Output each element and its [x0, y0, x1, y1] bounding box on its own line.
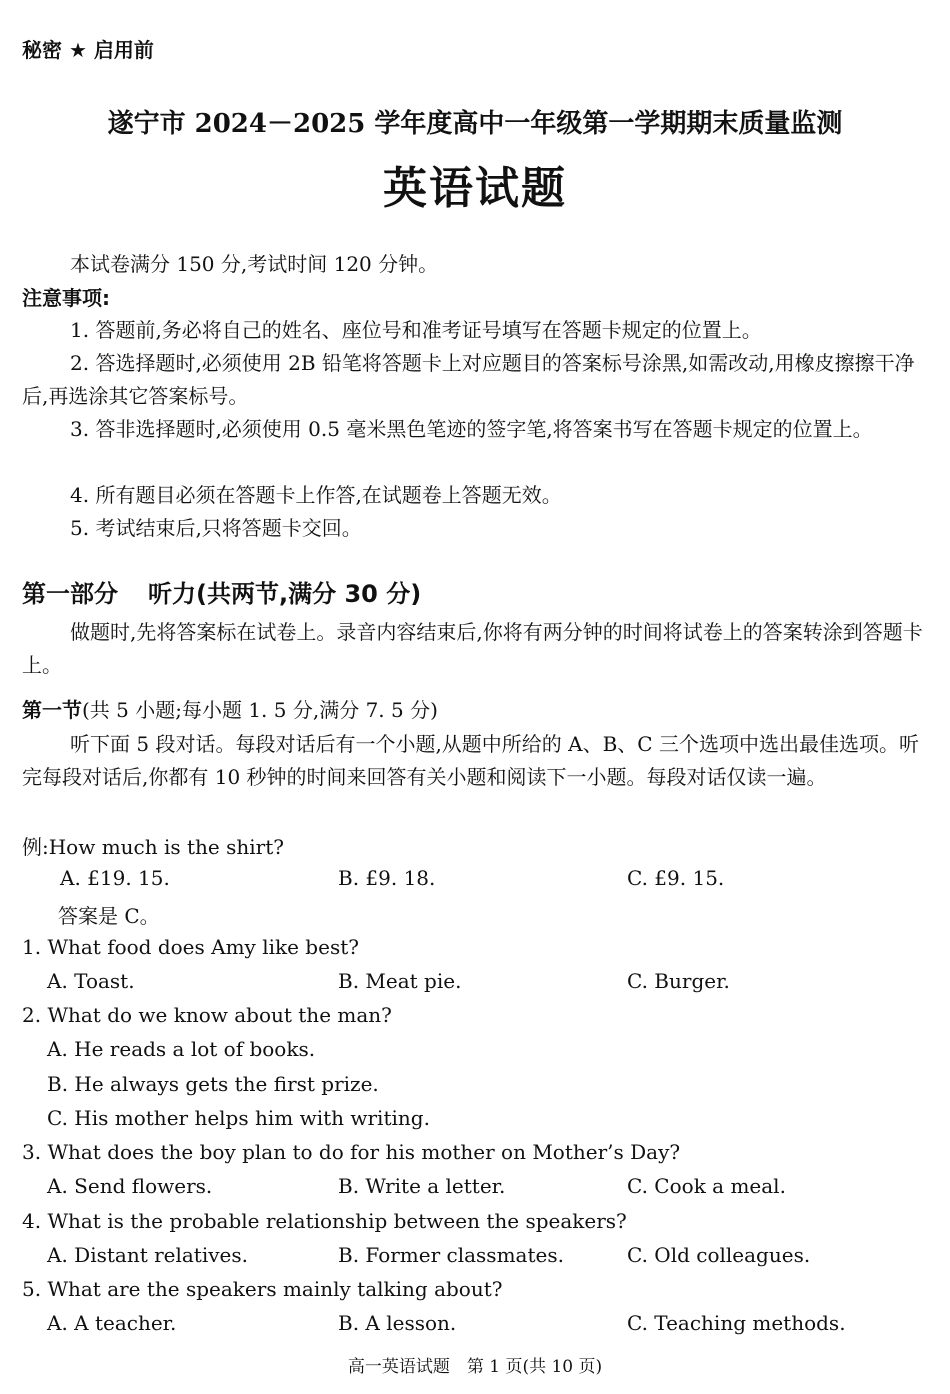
- q1-option-c: C. Burger.: [627, 969, 730, 993]
- note-5: 5. 考试结束后,只将答题卡交回。: [70, 516, 362, 540]
- note-4: 4. 所有题目必须在答题卡上作答,在试题卷上答题无效。: [70, 483, 562, 507]
- example-option-b: B. £9. 18.: [338, 866, 436, 890]
- question-5: 5. What are the speakers mainly talking about?: [22, 1277, 503, 1301]
- section1-meta: (共 5 小题;每小题 1. 5 分,满分 7. 5 分): [82, 698, 438, 722]
- question-1: 1. What food does Amy like best?: [22, 935, 359, 959]
- time-note: 本试卷满分 150 分,考试时间 120 分钟。: [70, 252, 439, 276]
- q2-option-c: C. His mother helps him with writing.: [47, 1106, 430, 1130]
- q5-option-b: B. A lesson.: [338, 1311, 457, 1335]
- notes-heading: 注意事项:: [22, 286, 110, 310]
- q3-option-a: A. Send flowers.: [47, 1174, 213, 1198]
- part-label: 第一部分: [22, 580, 118, 608]
- subject-title: 英语试题: [383, 163, 567, 214]
- section1-label: 第一节: [22, 698, 82, 722]
- question-3: 3. What does the boy plan to do for his mother on Mother’s Day?: [22, 1140, 681, 1164]
- q5-option-c: C. Teaching methods.: [627, 1311, 846, 1335]
- example-question: 例:How much is the shirt?: [22, 835, 284, 859]
- q1-option-a: A. Toast.: [47, 969, 135, 993]
- q4-option-c: C. Old colleagues.: [627, 1243, 811, 1267]
- note-2: 2. 答选择题时,必须使用 2B 铅笔将答题卡上对应题目的答案标号涂黑,如需改动,用橡皮擦擦干净后,再选涂其它答案标号。: [22, 351, 915, 408]
- section1-heading: [22, 694, 928, 727]
- q2-option-a: A. He reads a lot of books.: [47, 1037, 316, 1061]
- q5-option-a: A. A teacher.: [47, 1311, 177, 1335]
- example-answer: 答案是 C。: [58, 904, 160, 928]
- q3-option-b: B. Write a letter.: [338, 1174, 506, 1198]
- exam-title: 遂宁市 2024－2025 学年度高中一年级第一学期期末质量监测: [107, 109, 843, 139]
- q2-option-b: B. He always gets the first prize.: [47, 1072, 379, 1096]
- question-2: 2. What do we know about the man?: [22, 1003, 392, 1027]
- example-option-a: A. £19. 15.: [60, 866, 170, 890]
- page-footer: 高一英语试题 第 1 页(共 10 页): [347, 1357, 603, 1377]
- secret-label: 秘密 ★ 启用前: [22, 38, 154, 62]
- part-title: 听力(共两节,满分 30 分): [148, 580, 422, 608]
- part1-heading: [22, 574, 421, 609]
- q4-option-b: B. Former classmates.: [338, 1243, 564, 1267]
- example-option-c: C. £9. 15.: [627, 866, 725, 890]
- q1-option-b: B. Meat pie.: [338, 969, 462, 993]
- q4-option-a: A. Distant relatives.: [47, 1243, 248, 1267]
- note-1: 1. 答题前,务必将自己的姓名、座位号和准考证号填写在答题卡规定的位置上。: [70, 318, 762, 342]
- question-4: 4. What is the probable relationship between the speakers?: [22, 1209, 627, 1233]
- section1-instruction: 听下面 5 段对话。每段对话后有一个小题,从题中所给的 A、B、C 三个选项中选出最佳选项。听完每段对话后,你都有 10 秒钟的时间来回答有关小题和阅读下一小题。每段对话仅读一遍。: [22, 732, 919, 789]
- q3-option-c: C. Cook a meal.: [627, 1174, 786, 1198]
- note-3: 3. 答非选择题时,必须使用 0.5 毫米黑色笔迹的签字笔,将答案书写在答题卡规定的位置上。: [70, 417, 873, 441]
- part1-instruction: 做题时,先将答案标在试卷上。录音内容结束后,你将有两分钟的时间将试卷上的答案转涂到答题卡上。: [22, 620, 923, 677]
